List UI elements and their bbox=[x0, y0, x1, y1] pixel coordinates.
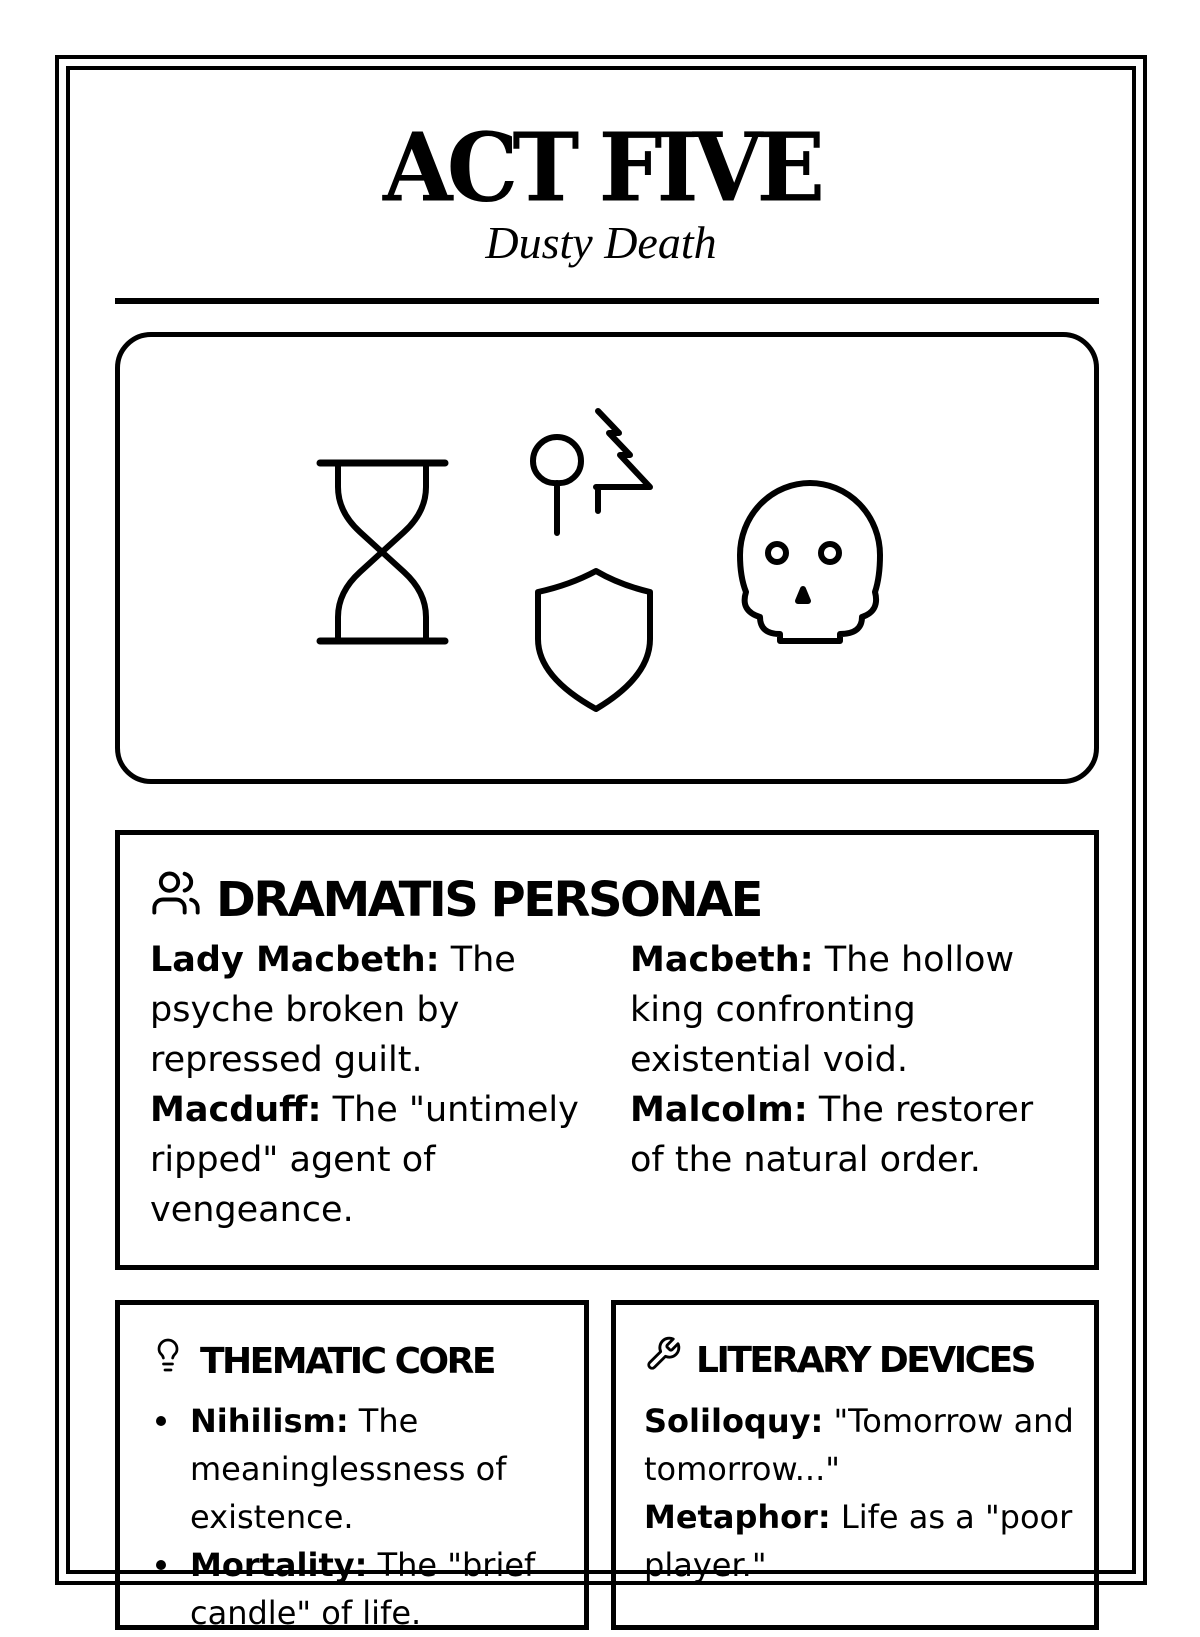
card bbox=[66, 66, 1136, 1632]
character-entry bbox=[630, 935, 1070, 1085]
themes-list bbox=[150, 1397, 570, 1637]
themes-heading bbox=[150, 1335, 494, 1389]
illustration-svg bbox=[120, 337, 1094, 779]
character-desc: The hollow king confronting existential void. bbox=[630, 940, 1015, 1080]
character-desc: The restorer of the natural order. bbox=[630, 1090, 1034, 1180]
divider bbox=[115, 298, 1099, 304]
devices-list bbox=[644, 1397, 1084, 1589]
character-name: Macbeth: bbox=[630, 940, 814, 980]
list-item bbox=[644, 1397, 1084, 1493]
device-term: Soliloquy: bbox=[644, 1402, 824, 1440]
device-desc: Life as a "poor player." bbox=[644, 1498, 1073, 1584]
character-entry bbox=[150, 1085, 590, 1235]
hourglass-icon bbox=[320, 463, 445, 641]
skull-icon bbox=[740, 483, 880, 641]
personae-columns bbox=[150, 935, 1070, 1235]
illustration-panel bbox=[115, 332, 1099, 784]
trees-icon bbox=[533, 411, 650, 533]
character-desc: The "untimely ripped" agent of vengeance. bbox=[150, 1090, 579, 1230]
theme-desc: The meaninglessness of existence. bbox=[190, 1402, 507, 1536]
theme-desc: The "brief candle" of life. bbox=[190, 1546, 536, 1632]
users-icon bbox=[150, 867, 202, 933]
device-desc: "Tomorrow and tomorrow..." bbox=[644, 1402, 1074, 1488]
act-subtitle: Dusty Death bbox=[485, 217, 717, 268]
literary-devices-section bbox=[611, 1300, 1099, 1630]
character-desc: The psyche broken by repressed guilt. bbox=[150, 940, 516, 1080]
personae-heading bbox=[150, 867, 761, 933]
theme-term: Mortality: bbox=[190, 1546, 368, 1584]
character-entry bbox=[150, 935, 590, 1085]
list-item bbox=[150, 1397, 570, 1541]
device-term: Metaphor: bbox=[644, 1498, 831, 1536]
theme-term: Nihilism: bbox=[190, 1402, 349, 1440]
thematic-core-section bbox=[115, 1300, 589, 1630]
personae-column-right bbox=[630, 935, 1070, 1235]
themes-heading-text: THEMATIC CORE bbox=[200, 1341, 494, 1382]
list-item bbox=[150, 1541, 570, 1637]
lightbulb-icon bbox=[150, 1335, 186, 1389]
devices-heading-text: LITERARY DEVICES bbox=[696, 1340, 1035, 1381]
shield-icon bbox=[538, 571, 650, 709]
character-name: Macduff: bbox=[150, 1090, 322, 1130]
character-entry bbox=[630, 1085, 1070, 1185]
personae-heading-text: DRAMATIS PERSONAE bbox=[216, 872, 761, 928]
character-name: Malcolm: bbox=[630, 1090, 808, 1130]
act-title: ACT FIVE bbox=[382, 112, 820, 224]
character-name: Lady Macbeth: bbox=[150, 940, 440, 980]
personae-column-left bbox=[150, 935, 590, 1235]
wrench-icon bbox=[644, 1335, 682, 1387]
dramatis-personae-section bbox=[115, 830, 1099, 1270]
devices-heading bbox=[644, 1335, 1034, 1387]
list-item bbox=[644, 1493, 1084, 1589]
